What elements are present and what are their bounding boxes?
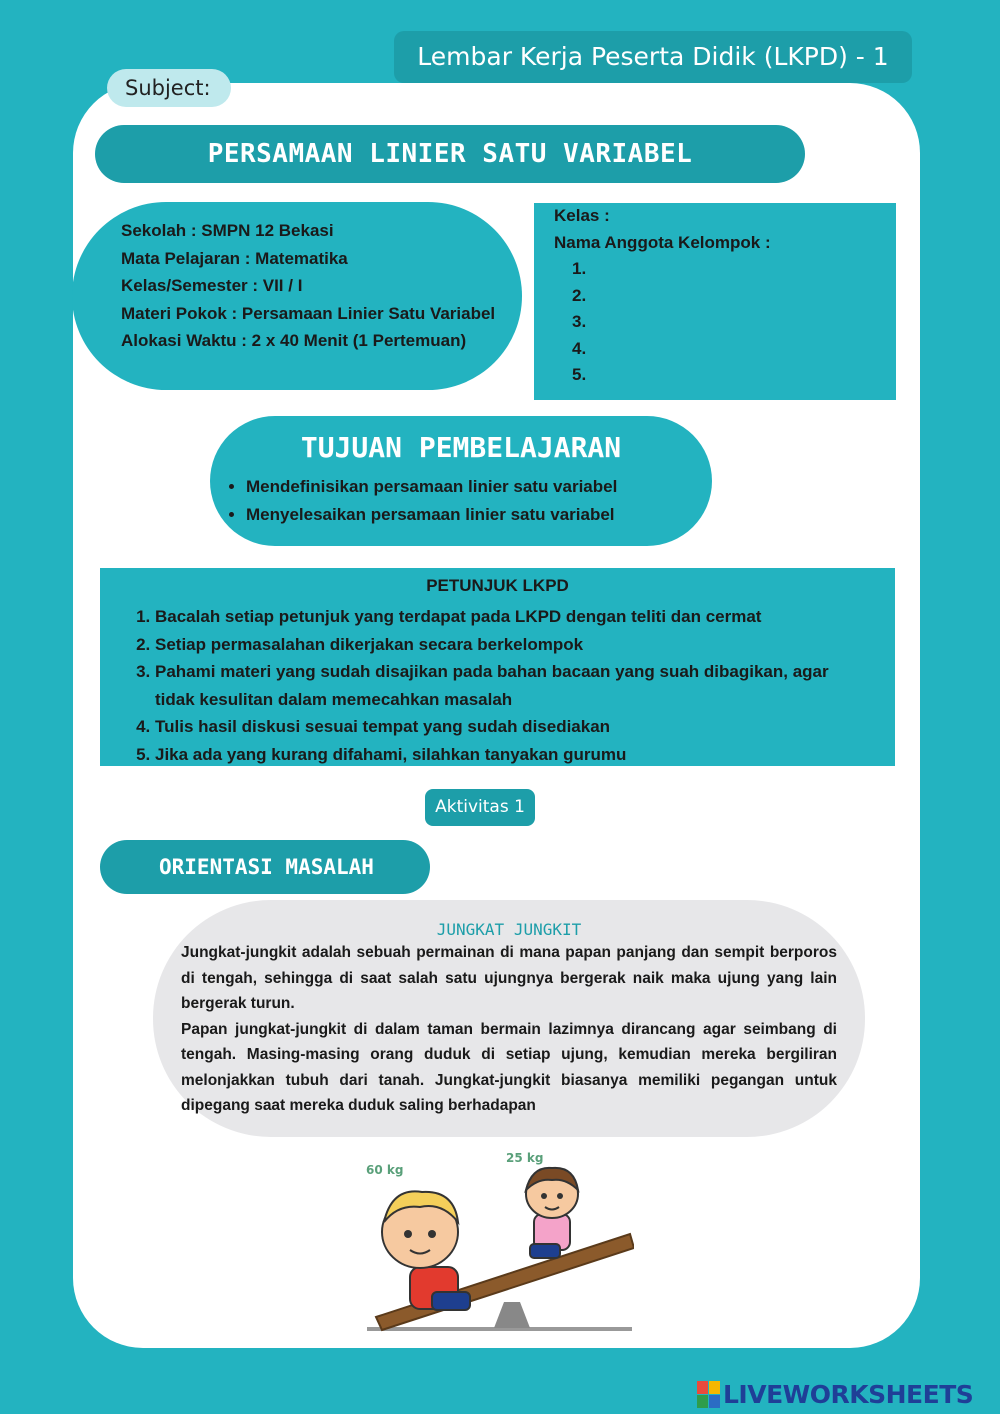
member-number: 3. bbox=[572, 312, 587, 331]
member-number: 2. bbox=[572, 285, 587, 305]
instruction-item: 3. Pahami materi yang sudah disajikan pada bahan bacaan yang suah dibagikan, agar tidak kesulitan dalam memecahkan masalah bbox=[155, 658, 865, 713]
objectives-title: TUJUAN PEMBELAJARAN bbox=[300, 431, 622, 464]
liveworksheets-logo-icon bbox=[697, 1381, 721, 1409]
right-weight-label: 25 kg bbox=[506, 1152, 544, 1165]
info-sekolah: Sekolah : SMPN 12 Bekasi bbox=[121, 221, 334, 240]
info-alokasi: Alokasi Waktu : 2 x 40 Menit (1 Pertemuan) bbox=[121, 331, 467, 350]
member-number: 5. bbox=[572, 365, 587, 384]
seesaw-illustration bbox=[362, 1152, 634, 1334]
info-kelas-semester: Kelas/Semester : VII / I bbox=[121, 276, 303, 295]
member-number: 4. bbox=[572, 338, 587, 358]
objective-item: • Mendefinisikan persamaan linier satu variabel bbox=[246, 473, 617, 501]
kelas-label: Kelas : bbox=[554, 206, 610, 225]
main-title: PERSAMAAN LINIER SATU VARIABEL bbox=[95, 125, 805, 183]
seesaw-text-box bbox=[153, 900, 865, 1137]
info-mapel: Mata Pelajaran : Matematika bbox=[121, 248, 348, 268]
activity-badge: Aktivitas 1 bbox=[425, 789, 535, 826]
liveworksheets-watermark bbox=[697, 1380, 993, 1410]
instructions-box bbox=[100, 568, 895, 766]
instructions-list bbox=[137, 603, 865, 768]
left-weight-label: 60 kg bbox=[366, 1163, 404, 1177]
watermark-text: LIVEWORKSHEETS bbox=[723, 1380, 974, 1409]
seesaw-title: JUNGKAT JUNGKIT bbox=[436, 920, 582, 939]
school-info-box bbox=[72, 202, 522, 390]
instruction-item: 1. Bacalah setiap petunjuk yang terdapat pada LKPD dengan teliti dan cermat bbox=[155, 603, 865, 631]
instruction-item: 4. Tulis hasil diskusi sesuai tempat yang sudah disediakan bbox=[155, 713, 865, 741]
worksheet-header-title: Lembar Kerja Peserta Didik (LKPD) - 1 bbox=[394, 31, 912, 83]
instructions-title: PETUNJUK LKPD bbox=[426, 576, 569, 595]
learning-objectives-box bbox=[210, 416, 712, 546]
anggota-label: Nama Anggota Kelompok : bbox=[554, 232, 771, 252]
seesaw-paragraph-1: Jungkat-jungkit adalah sebuah permainan di mana papan panjang dan sempit berporos di tengah, sehingga di saat salah satu ujungnya bergerak naik maka ujung yang lain bergerak turun. bbox=[181, 944, 837, 1012]
objectives-list bbox=[226, 473, 617, 528]
instruction-item: 2. Setiap permasalahan dikerjakan secara berkelompok bbox=[155, 631, 865, 659]
orientation-heading: ORIENTASI MASALAH bbox=[100, 840, 430, 894]
member-number: 1. bbox=[572, 259, 587, 278]
info-materi: Materi Pokok : Persamaan Linier Satu Variabel bbox=[121, 303, 496, 323]
subject-label: Subject: bbox=[107, 69, 231, 107]
instruction-item: 5. Jika ada yang kurang difahami, silahkan tanyakan gurumu bbox=[155, 741, 865, 769]
group-info-box bbox=[534, 203, 896, 400]
objective-item: • Menyelesaikan persamaan linier satu variabel bbox=[246, 501, 617, 529]
seesaw-description bbox=[181, 940, 837, 1119]
seesaw-paragraph-2: Papan jungkat-jungkit di dalam taman bermain lazimnya dirancang agar seimbang di tengah. Masing-masing orang duduk di setiap ujung, kemudian mereka bergiliran melonjakkan tubuh dari tanah. Jungkat-jungkit biasanya memiliki pegangan untuk dipegang saat mereka duduk saling berhadapan bbox=[181, 1020, 837, 1114]
